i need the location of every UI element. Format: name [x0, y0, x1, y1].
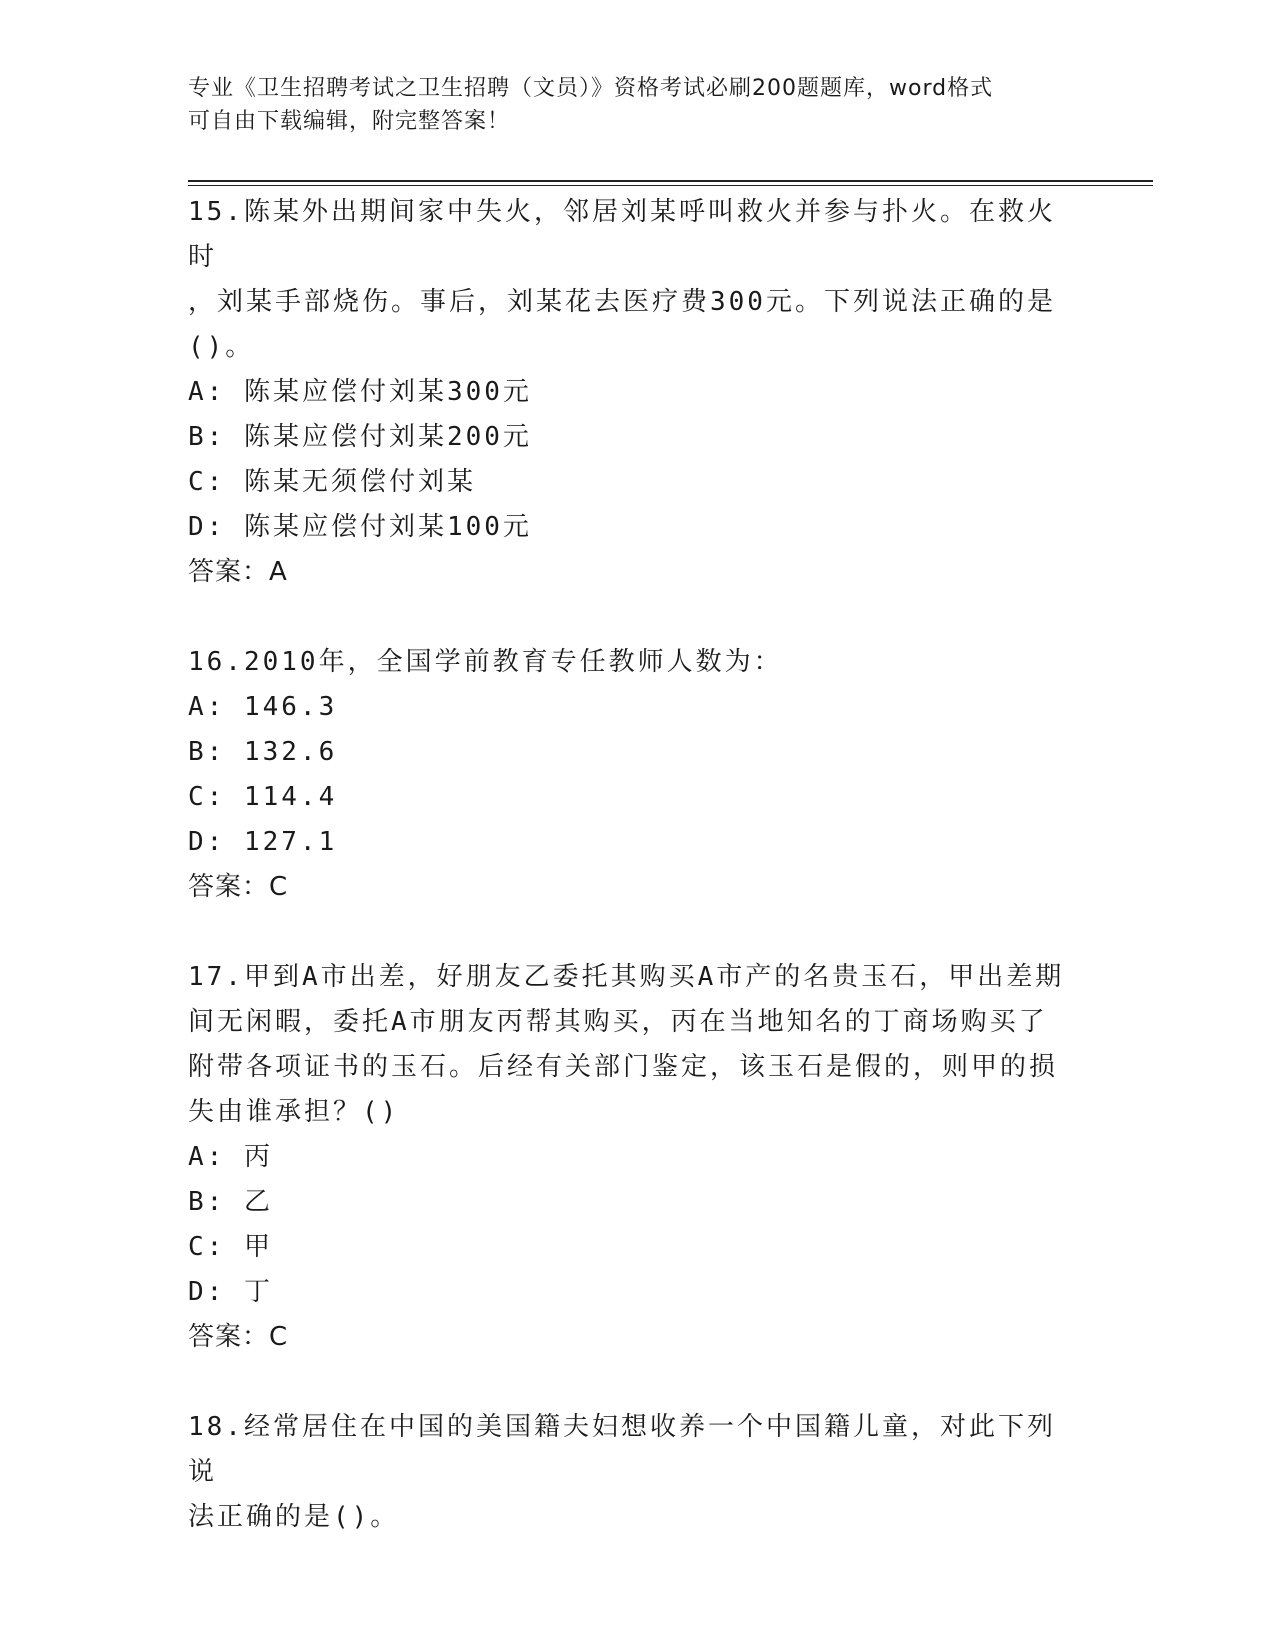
spacer [188, 1360, 1078, 1405]
option-c: C: 陈某无须偿付刘某 [188, 467, 476, 497]
header-divider-thin [188, 185, 1153, 186]
option-d: D: 127.1 [188, 827, 338, 857]
header-line-1: 专业《卫生招聘考试之卫生招聘（文员）》资格考试必刷200题题库，word格式 [188, 76, 994, 101]
option-a: A: 146.3 [188, 692, 338, 722]
question-text-line: ，刘某手部烧伤。事后，刘某花去医疗费300元。下列说法正确的是 [188, 287, 1056, 317]
question-text-line: 16.2010年，全国学前教育专任教师人数为： [188, 647, 783, 677]
spacer [188, 595, 1078, 640]
question-15 [188, 190, 1078, 595]
option-a: A: 丙 [188, 1142, 273, 1172]
question-text-line: 15.陈某外出期间家中失火，邻居刘某呼叫救火并参与扑火。在救火时 [188, 197, 1056, 272]
question-text-line: 法正确的是()。 [188, 1502, 400, 1532]
option-b: B: 陈某应偿付刘某200元 [188, 422, 532, 452]
question-text-line: 间无闲暇，委托A市朋友丙帮其购买，丙在当地知名的丁商场购买了 [188, 1007, 1048, 1037]
question-text-line: 失由谁承担？() [188, 1097, 400, 1127]
question-17 [188, 955, 1078, 1360]
answer-line: 答案：A [188, 557, 288, 587]
document-header [188, 72, 1068, 138]
header-line-2: 可自由下载编辑，附完整答案！ [188, 109, 511, 134]
option-c: C: 甲 [188, 1232, 273, 1262]
question-18 [188, 1405, 1078, 1540]
answer-line: 答案：C [188, 872, 289, 902]
option-b: B: 乙 [188, 1187, 273, 1217]
spacer [188, 910, 1078, 955]
option-d: D: 陈某应偿付刘某100元 [188, 512, 532, 542]
question-16 [188, 640, 1078, 910]
option-c: C: 114.4 [188, 782, 338, 812]
question-list [188, 190, 1078, 1540]
option-b: B: 132.6 [188, 737, 338, 767]
question-text-line: 18.经常居住在中国的美国籍夫妇想收养一个中国籍儿童，对此下列说 [188, 1412, 1056, 1487]
header-divider-thick [188, 180, 1153, 182]
option-d: D: 丁 [188, 1277, 273, 1307]
question-text-line: ()。 [188, 332, 255, 362]
question-text-line: 17.甲到A市出差，好朋友乙委托其购买A市产的名贵玉石，甲出差期 [188, 962, 1065, 992]
option-a: A: 陈某应偿付刘某300元 [188, 377, 532, 407]
question-text-line: 附带各项证书的玉石。后经有关部门鉴定，该玉石是假的，则甲的损 [188, 1052, 1059, 1082]
answer-line: 答案：C [188, 1322, 289, 1352]
